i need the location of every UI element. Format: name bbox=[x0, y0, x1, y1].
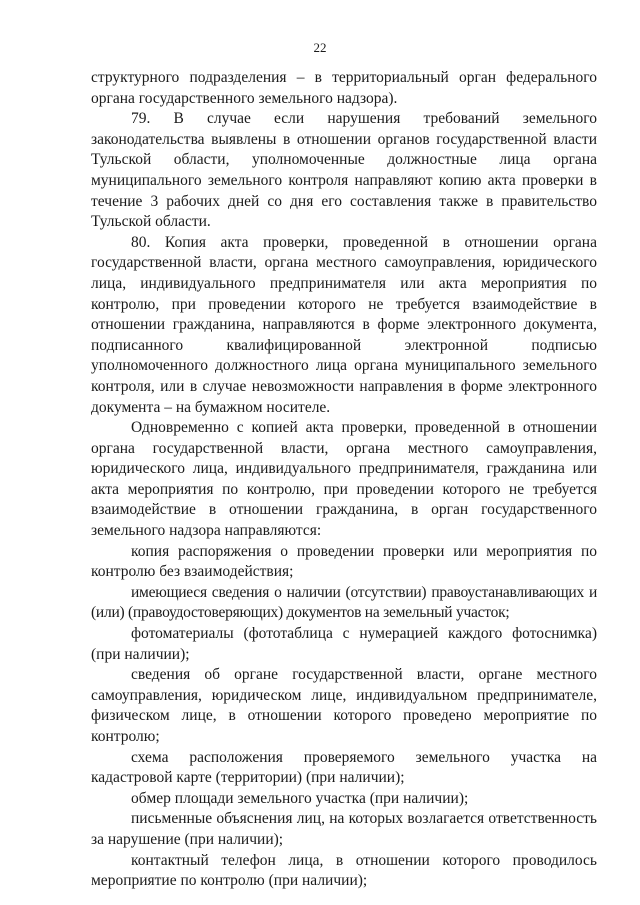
paragraph-79: 79. В случае если нарушения требований земельного законодательства выявлены в отношении органов государственной власти Тульской области, уполномоченные должностные лица органа муниципального земельного контроля направляют копию акта проверки в течение 3 рабочих дней со дня его составления также в правительство Тульской области. bbox=[91, 110, 597, 231]
list-item-title-documents: имеющиеся сведения о наличии (отсутствии) правоустанавливающих и (или) (правоудостоверяющих) документов на земельный участок; bbox=[91, 583, 597, 622]
list-item-subject-info: сведения об органе государственной власти, органе местного самоуправления, юридическом лице, индивидуальном предпринимателе, физическом лице, в отношении которого проведено мероприятие по контролю; bbox=[91, 666, 597, 745]
page-number: 22 bbox=[313, 40, 327, 55]
list-item-area-measurement: обмер площади земельного участка (при наличии); bbox=[131, 789, 469, 807]
list-item-photos: фотоматериалы (фототаблица с нумерацией каждого фотоснимка) (при наличии); bbox=[91, 625, 597, 663]
list-item-written-explanations: письменные объяснения лиц, на которых возлагается ответственность за нарушение (при наличии); bbox=[91, 810, 597, 848]
list-item-site-scheme: схема расположения проверяемого земельного участка на кадастровой карте (территории) (при наличии); bbox=[91, 748, 597, 787]
list-item-contact-phone: контактный телефон лица, в отношении которого проводилось мероприятие по контролю (при наличии); bbox=[91, 851, 597, 890]
paragraph-simultaneously: Одновременно с копией акта проверки, проведенной в отношении органа государственной власти, органа местного самоуправления, юридического лица, индивидуального предпринимателя, гражданина или акта мероприятия по контролю, при проведении которого не требуется взаимодействие в отношении гражданина, в орган государственного земельного надзора направляются: bbox=[91, 419, 597, 540]
list-item-order-copy: копия распоряжения о проведении проверки или мероприятия по контролю без взаимодействия; bbox=[91, 542, 597, 581]
document-body bbox=[91, 68, 597, 892]
paragraph-80: 80. Копия акта проверки, проведенной в отношении органа государственной власти, органа местного самоуправления, юридического лица, индивидуального предпринимателя или акта мероприятия по контролю, при проведении которого не требуется взаимодействие в отношении гражданина, направляются в форме электронного документа, подписанного квалифицированной электронной подписью уполномоченного должностного лица органа муниципального земельного контроля, или в случае невозможности направления в форме электронного документа – на бумажном носителе. bbox=[91, 233, 597, 416]
paragraph-continuation: структурного подразделения – в территориальный орган федерального органа государственного земельного надзора). bbox=[91, 69, 597, 107]
